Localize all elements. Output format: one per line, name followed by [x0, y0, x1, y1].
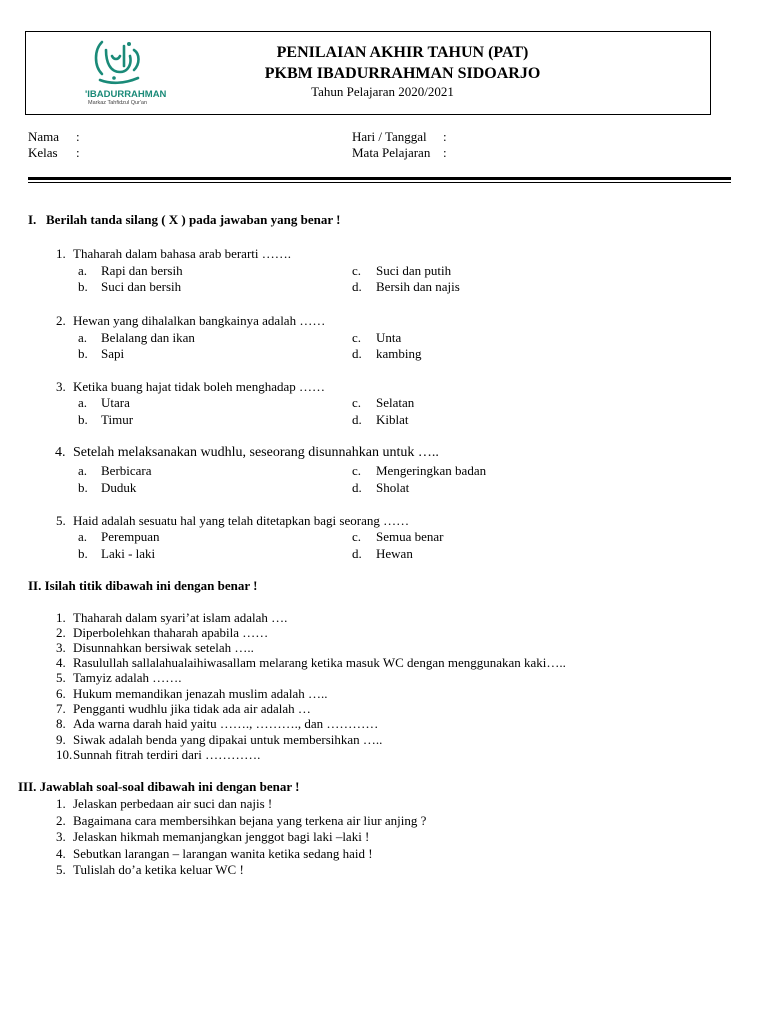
option-letter: b.: [78, 546, 88, 561]
option-letter: d.: [352, 346, 362, 361]
kelas-colon: :: [76, 145, 80, 160]
question-number: 1.: [56, 246, 66, 261]
logo-tagline: Markaz Tahfidzul Qur'an: [88, 100, 148, 106]
option-text: Rapi dan bersih: [101, 263, 183, 278]
item-number: 3.: [56, 829, 66, 844]
option-letter: a.: [78, 330, 88, 345]
kelas-label: Kelas: [28, 145, 58, 160]
option-text: kambing: [376, 346, 422, 361]
option-letter: b.: [78, 412, 88, 427]
option-letter: d.: [352, 546, 362, 561]
question-number: 5.: [56, 513, 66, 528]
option-letter: a.: [78, 263, 88, 278]
item-text: Sebutkan larangan – larangan wanita ketika sedang haid !: [73, 846, 373, 861]
option-text: Laki - laki: [101, 546, 156, 561]
divider-thin: [28, 182, 731, 183]
option-text: Kiblat: [376, 412, 409, 427]
question-number: 2.: [56, 313, 66, 328]
item-number: 6.: [56, 686, 66, 701]
item-text: Siwak adalah benda yang dipakai untuk membersihkan …..: [73, 732, 383, 747]
item-number: 4.: [56, 655, 66, 670]
item-number: 7.: [56, 701, 66, 716]
item-number: 5.: [56, 670, 66, 685]
item-text: Rasulullah sallalahualaihiwasallam melarang ketika masuk WC dengan menggunakan kaki…..: [73, 655, 566, 670]
logo-text: 'IBADURRAHMAN: [85, 89, 167, 100]
item-number: 2.: [56, 625, 66, 640]
item-number: 8.: [56, 716, 66, 731]
option-text: Semua benar: [376, 529, 444, 544]
hari-tanggal-colon: :: [443, 129, 447, 144]
option-text: Suci dan putih: [376, 263, 452, 278]
option-text: Selatan: [376, 395, 415, 410]
item-text: Bagaimana cara membersihkan bejana yang terkena air liur anjing ?: [73, 813, 427, 828]
hari-tanggal-label: Hari / Tanggal: [352, 129, 427, 144]
item-text: Thaharah dalam syari’at islam adalah ….: [73, 610, 288, 625]
option-letter: d.: [352, 412, 362, 427]
mata-pelajaran-label: Mata Pelajaran: [352, 145, 431, 160]
item-number: 1.: [56, 610, 66, 625]
item-number: 5.: [56, 862, 66, 877]
divider-thick: [28, 177, 731, 180]
item-number: 4.: [56, 846, 66, 861]
option-letter: a.: [78, 529, 88, 544]
item-number: 10.: [56, 747, 73, 762]
option-text: Unta: [376, 330, 402, 345]
school-title: PKBM IBADURRAHMAN SIDOARJO: [264, 65, 541, 82]
option-letter: a.: [78, 395, 88, 410]
option-letter: b.: [78, 346, 88, 361]
option-text: Belalang dan ikan: [101, 330, 195, 345]
item-text: Tulislah do’a ketika keluar WC !: [73, 862, 244, 877]
option-text: Utara: [101, 395, 130, 410]
option-letter: b.: [78, 480, 88, 495]
item-text: Tamyiz adalah …….: [73, 670, 182, 685]
section-1-numeral: I.: [28, 212, 37, 227]
option-letter: c.: [352, 330, 362, 345]
option-text: Duduk: [101, 480, 137, 495]
section-1-title: Berilah tanda silang ( X ) pada jawaban yang benar !: [46, 212, 341, 227]
option-text: Hewan: [376, 546, 413, 561]
item-text: Pengganti wudhlu jika tidak ada air adalah …: [73, 701, 311, 716]
item-text: Jelaskan hikmah memanjangkan jenggot bagi laki –laki !: [73, 829, 370, 844]
option-letter: d.: [352, 480, 362, 495]
question-text: Setelah melaksanakan wudhlu, seseorang disunnahkan untuk …..: [73, 445, 439, 460]
option-letter: c.: [352, 263, 362, 278]
item-text: Diperbolehkan thaharah apabila ……: [73, 625, 269, 640]
item-number: 1.: [56, 796, 66, 811]
option-text: Sholat: [376, 480, 410, 495]
question-text: Hewan yang dihalalkan bangkainya adalah ……: [73, 313, 326, 328]
option-letter: c.: [352, 395, 362, 410]
question-number: 3.: [56, 379, 66, 394]
item-number: 9.: [56, 732, 66, 747]
option-text: Sapi: [101, 346, 125, 361]
nama-label: Nama: [28, 129, 60, 144]
item-number: 3.: [56, 640, 66, 655]
option-text: Bersih dan najis: [376, 279, 460, 294]
option-letter: a.: [78, 463, 88, 478]
question-text: Ketika buang hajat tidak boleh menghadap ……: [73, 379, 325, 394]
option-letter: c.: [352, 529, 362, 544]
question-text: Thaharah dalam bahasa arab berarti …….: [73, 246, 292, 261]
item-text: Hukum memandikan jenazah muslim adalah …..: [73, 686, 328, 701]
question-number: 4.: [55, 445, 66, 460]
option-text: Perempuan: [101, 529, 160, 544]
option-letter: b.: [78, 279, 88, 294]
academic-year: Tahun Pelajaran 2020/2021: [311, 84, 454, 99]
ibadurrahman-logo-icon: [84, 36, 167, 110]
nama-colon: :: [76, 129, 80, 144]
mata-pelajaran-colon: :: [443, 145, 447, 160]
section-3-title: III. Jawablah soal-soal dibawah ini dengan benar !: [18, 779, 300, 794]
section-2-title: II. Isilah titik dibawah ini dengan benar !: [28, 578, 258, 593]
option-text: Suci dan bersih: [101, 279, 182, 294]
option-letter: d.: [352, 279, 362, 294]
option-text: Berbicara: [101, 463, 152, 478]
item-text: Jelaskan perbedaan air suci dan najis !: [73, 796, 273, 811]
option-text: Timur: [101, 412, 134, 427]
item-text: Disunnahkan bersiwak setelah …..: [73, 640, 254, 655]
item-text: Ada warna darah haid yaitu ……., ………., dan …………: [73, 716, 379, 731]
exam-title: PENILAIAN AKHIR TAHUN (PAT): [276, 44, 529, 61]
item-number: 2.: [56, 813, 66, 828]
option-letter: c.: [352, 463, 362, 478]
option-text: Mengeringkan badan: [376, 463, 487, 478]
item-text: Sunnah fitrah terdiri dari ………….: [73, 747, 261, 762]
question-text: Haid adalah sesuatu hal yang telah ditetapkan bagi seorang ……: [73, 513, 410, 528]
